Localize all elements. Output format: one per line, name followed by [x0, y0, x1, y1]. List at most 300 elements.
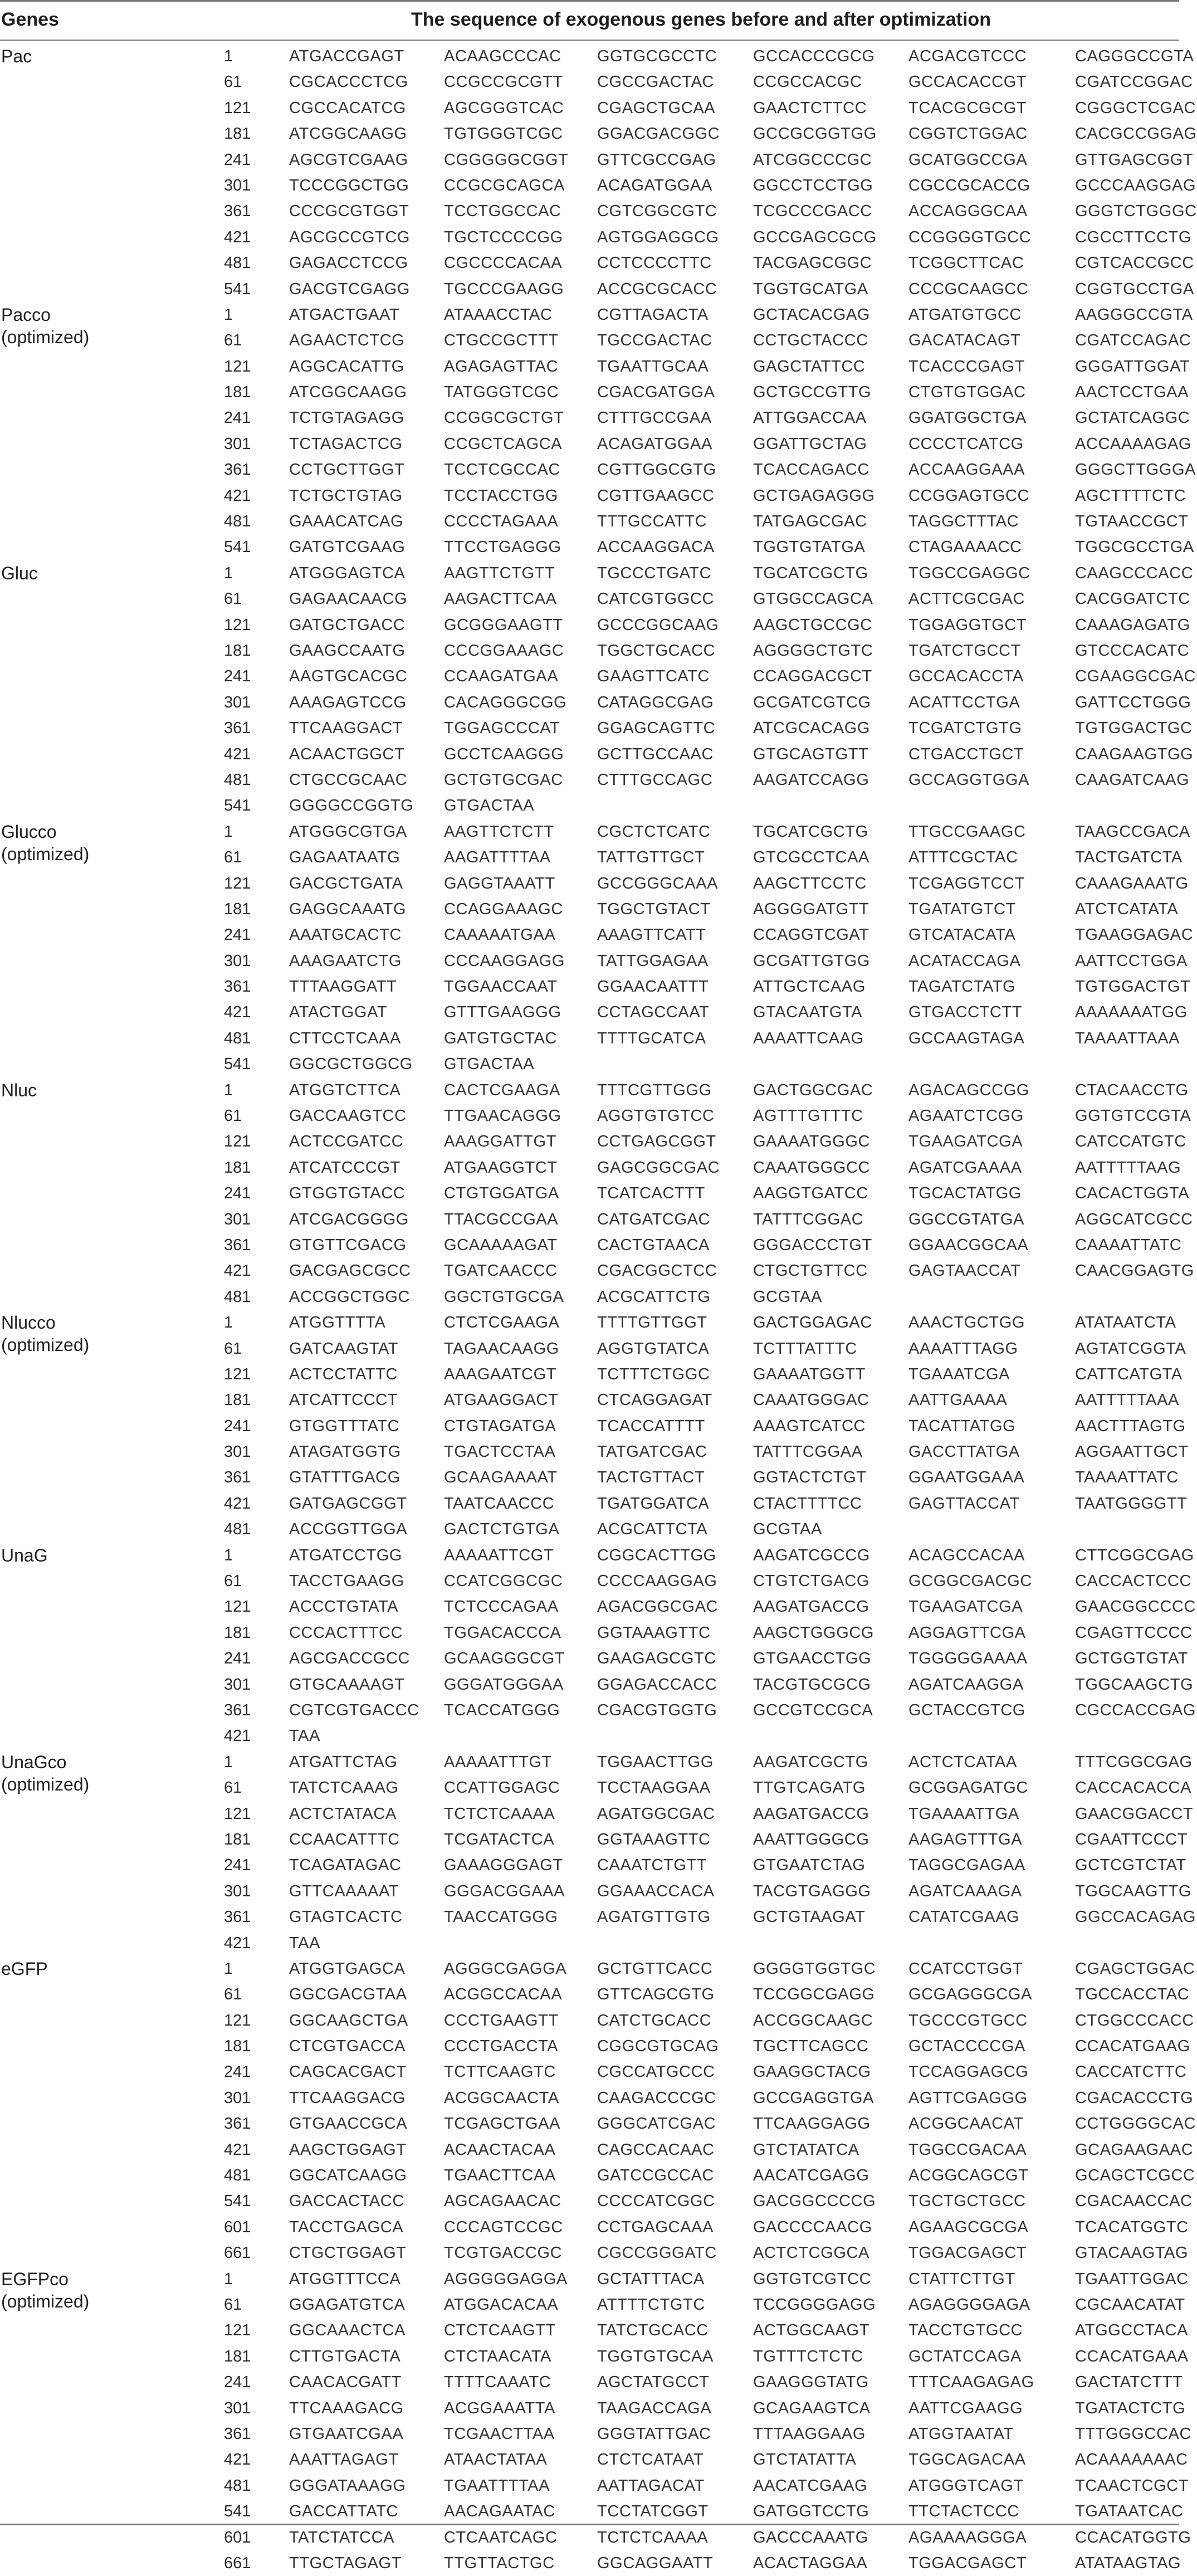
- gene-name: UnaGco: [1, 1752, 67, 1772]
- sequence-chunk: GCAGCTCGCC: [1075, 2167, 1195, 2185]
- sequence-chunk: GGTGTCGTCC: [753, 2270, 872, 2288]
- sequence-chunk: TTTCGTTGGG: [597, 1081, 712, 1099]
- sequence-chunk: TGGCAGACAA: [908, 2451, 1026, 2469]
- sequence-chunk: CCCCATCGGC: [597, 2192, 715, 2211]
- sequence-chunk: AGGAGTTCGA: [908, 1623, 1026, 1642]
- position-number: 1: [224, 564, 233, 582]
- sequence-chunk: AGGGGCTGTC: [753, 641, 873, 660]
- table-row: [0, 534, 1194, 560]
- sequence-chunk: AAGCTGGAGT: [289, 2140, 407, 2159]
- sequence-chunk: ACCGGTTGGA: [289, 1520, 408, 1539]
- sequence-chunk: ATGAAGGTCT: [444, 1158, 558, 1177]
- sequence-chunk: CCTGGGGCAC: [1075, 2115, 1196, 2133]
- sequence-chunk: CGCCGCACCG: [908, 176, 1030, 194]
- sequence-chunk: GCCGAGCGCG: [753, 228, 877, 246]
- sequence-chunk: CTTGTGACTA: [289, 2347, 401, 2365]
- sequence-chunk: CGGGGGCGGT: [444, 150, 569, 169]
- sequence-chunk: GGCCACAGAG: [1075, 1908, 1196, 1926]
- sequence-chunk: ATAGATGGTG: [289, 1443, 401, 1461]
- sequence-chunk: TCTGTAGAGG: [289, 409, 404, 427]
- sequence-chunk: GGGTATTGAC: [597, 2424, 711, 2443]
- sequence-chunk: ACTCCGATCC: [289, 1133, 404, 1151]
- sequence-chunk: GCTACACGAG: [753, 305, 871, 324]
- sequence-chunk: ACATACCAGA: [908, 952, 1021, 970]
- sequence-chunk: AGGAATTGCT: [1075, 1443, 1189, 1461]
- sequence-chunk: CGCCGGGATC: [597, 2244, 717, 2262]
- sequence-chunk: CCAACATTTC: [289, 1830, 400, 1848]
- sequence-chunk: CGACGATGGA: [597, 383, 715, 402]
- sequence-chunk: CCCAGTCCGC: [444, 2218, 563, 2236]
- sequence-chunk: TGATACTCTG: [1075, 2399, 1186, 2417]
- sequence-chunk: AATTTTTAAA: [1075, 1391, 1179, 1409]
- sequence-chunk: AAGATGACCG: [753, 1598, 869, 1616]
- sequence-chunk: GCCACACCGT: [908, 73, 1027, 91]
- column-header-genes: Genes: [1, 9, 59, 30]
- position-number: 301: [224, 176, 251, 194]
- sequence-chunk: CCGCGCAGCA: [444, 176, 565, 194]
- sequence-chunk: ATCATCCCGT: [289, 1158, 400, 1177]
- sequence-chunk: CACTCGAAGA: [444, 1081, 561, 1099]
- sequence-chunk: ATGATGTGCC: [908, 305, 1022, 324]
- sequence-chunk: TCGAGGTCCT: [908, 874, 1025, 892]
- sequence-chunk: GGTGCGCCTC: [597, 47, 717, 65]
- table-row: [0, 225, 1191, 250]
- gene-name-cell: [1, 560, 38, 584]
- sequence-chunk: GGAGACCACC: [597, 1675, 717, 1694]
- sequence-chunk: GCTACCCCGA: [908, 2037, 1026, 2056]
- sequence-chunk: AAGCTGGGCG: [753, 1623, 874, 1642]
- sequence-chunk: GCCACACCTA: [908, 667, 1024, 686]
- sequence-chunk: GAAGGCTACG: [753, 2063, 871, 2081]
- sequence-chunk: TACCTGAAGG: [289, 1572, 404, 1591]
- table-row: [0, 1723, 1179, 1749]
- sequence-chunk: CACCACACCA: [1075, 1779, 1192, 1797]
- table-row: [0, 1232, 1182, 1258]
- sequence-chunk: AAAAATTTGT: [444, 1753, 552, 1771]
- sequence-chunk: AGCGGGTCAC: [444, 99, 564, 117]
- sequence-chunk: ACTCTCATAA: [908, 1753, 1018, 1771]
- position-number: 241: [224, 667, 251, 686]
- sequence-chunk: GATGGTCCTG: [753, 2502, 869, 2521]
- sequence-chunk: ACGGCCACAA: [444, 1985, 563, 2004]
- position-number: 241: [224, 1184, 251, 1203]
- sequence-chunk: GTTTGAAGGG: [444, 1003, 561, 1022]
- sequence-chunk: ATTGCTCAAG: [753, 978, 866, 996]
- table-row: [0, 43, 1194, 69]
- sequence-chunk: GCCTCAAGGG: [444, 745, 564, 763]
- sequence-chunk: TCTTTCTGGC: [597, 1365, 710, 1383]
- sequence-chunk: GAGTTACCAT: [908, 1494, 1020, 1513]
- sequence-chunk: ATGACCGAGT: [289, 47, 404, 65]
- sequence-chunk: GTGAATCTAG: [753, 1856, 866, 1875]
- sequence-chunk: ACGGCAGCGT: [908, 2167, 1029, 2185]
- sequence-chunk: ACAGATGGAA: [597, 176, 712, 194]
- sequence-chunk: TGAATTGCAA: [597, 357, 709, 375]
- sequence-chunk: AAGCTTCCTC: [753, 874, 867, 892]
- sequence-chunk: AGGGGGAGGA: [444, 2270, 568, 2288]
- sequence-chunk: TCGGCTTCAC: [908, 254, 1024, 272]
- table-row: [0, 250, 1194, 276]
- position-number: 421: [224, 486, 251, 505]
- sequence-chunk: TAA: [289, 1934, 321, 1952]
- sequence-chunk: TTCAAGGACG: [289, 2089, 406, 2107]
- table-row: [0, 328, 1191, 353]
- sequence-chunk: CTGCCGCAAC: [289, 770, 408, 789]
- sequence-chunk: TCACCCGAGT: [908, 357, 1025, 375]
- sequence-chunk: GCGGCGACGC: [908, 1572, 1032, 1591]
- sequence-chunk: ACAGATGGAA: [597, 435, 712, 453]
- table-row: [0, 2214, 1189, 2240]
- sequence-chunk: TCAACTCGCT: [1075, 2476, 1189, 2495]
- table-row: [0, 2292, 1185, 2318]
- position-number: 241: [224, 1650, 251, 1668]
- table-row: [0, 2085, 1194, 2111]
- sequence-chunk: GCCGCGGTGG: [753, 125, 877, 143]
- sequence-chunk: CACCATCTTC: [1075, 2063, 1187, 2081]
- table-row: [0, 121, 1197, 147]
- sequence-chunk: TATTGTTGCT: [597, 848, 705, 867]
- sequence-chunk: GAAGTTCATC: [597, 667, 710, 686]
- sequence-chunk: TTTAAGGAAG: [753, 2424, 866, 2443]
- table-row: [0, 2499, 1184, 2524]
- table-row: [0, 871, 1189, 896]
- sequence-chunk: GCTATTTACA: [597, 2270, 705, 2288]
- position-number: 541: [224, 2192, 251, 2211]
- header-rule: [0, 40, 1179, 41]
- sequence-chunk: GAGTAACCAT: [908, 1262, 1021, 1280]
- sequence-chunk: TATTTCGGAC: [753, 1210, 864, 1228]
- sequence-chunk: CCTGCTACCC: [753, 331, 868, 350]
- sequence-chunk: GTGCAGTGTT: [753, 745, 869, 763]
- sequence-chunk: ACCAAGGAAA: [908, 461, 1025, 479]
- sequence-chunk: GGGTCTGGGC: [1075, 202, 1197, 221]
- sequence-chunk: GAGGTAAATT: [444, 874, 555, 892]
- sequence-chunk: CTGCCGCTTT: [444, 331, 559, 350]
- position-number: 361: [224, 1908, 251, 1926]
- sequence-chunk: TTTTGTTGGT: [597, 1314, 707, 1332]
- position-number: 121: [224, 2321, 251, 2340]
- sequence-chunk: ACAAAAAAAC: [1075, 2451, 1188, 2469]
- sequence-chunk: CGAAGGCGAC: [1075, 667, 1196, 686]
- sequence-chunk: TGAATTGGAC: [1075, 2270, 1189, 2288]
- sequence-chunk: CACGGATCTC: [1075, 590, 1190, 608]
- sequence-chunk: TGGAACCAAT: [444, 978, 558, 996]
- sequence-chunk: ACCAGGGCAA: [908, 202, 1028, 221]
- sequence-chunk: CCATCCTGGT: [908, 1959, 1023, 1978]
- sequence-chunk: GCTATCCAGA: [908, 2347, 1022, 2365]
- table-row: [0, 560, 1194, 586]
- table-row: [0, 1284, 1179, 1310]
- sequence-chunk: GACCACTACC: [289, 2192, 404, 2211]
- sequence-chunk: GTGGTGTACC: [289, 1184, 405, 1203]
- sequence-chunk: GACTGGCGAC: [753, 1081, 873, 1099]
- sequence-chunk: CAACACGATT: [289, 2373, 402, 2392]
- sequence-chunk: TACCTGAGCA: [289, 2218, 404, 2236]
- position-number: 541: [224, 280, 251, 298]
- sequence-chunk: TCTCTCAAAA: [597, 2528, 709, 2546]
- table-row: [0, 1801, 1194, 1827]
- sequence-chunk: CGCCACATCG: [289, 99, 407, 117]
- sequence-chunk: CTTCCTCAAA: [289, 1029, 401, 1047]
- sequence-chunk: AAAGTTCATT: [597, 926, 706, 944]
- sequence-chunk: CCCCTCATCG: [908, 435, 1024, 453]
- sequence-chunk: GTGAATCGAA: [289, 2424, 404, 2443]
- sequence-chunk: CAAGACCCGC: [597, 2089, 716, 2107]
- sequence-chunk: AAAAATTCGT: [444, 1546, 554, 1564]
- sequence-chunk: TGGTGCATGA: [753, 280, 868, 298]
- position-number: 121: [224, 357, 251, 375]
- sequence-chunk: TTGCTAGAGT: [289, 2554, 402, 2572]
- sequence-chunk: GTGAACCTGG: [753, 1650, 872, 1668]
- sequence-chunk: CCAGGTCGAT: [753, 926, 869, 944]
- position-number: 1: [224, 1753, 233, 1771]
- sequence-chunk: AGAATCTCGG: [908, 1107, 1024, 1125]
- sequence-chunk: AAGACTTCAA: [444, 590, 557, 608]
- position-number: 121: [224, 99, 251, 117]
- table-row: [0, 2421, 1191, 2447]
- sequence-chunk: ATCGACGGGG: [289, 1210, 409, 1228]
- sequence-chunk: GTTCGCCGAG: [597, 150, 716, 169]
- sequence-chunk: TGTGGACTGC: [1075, 719, 1193, 738]
- sequence-chunk: AGTTTGTTTC: [753, 1107, 863, 1125]
- table-row: [0, 2473, 1189, 2499]
- sequence-chunk: AGATGGCGAC: [597, 1804, 715, 1823]
- sequence-chunk: TACTGTTACT: [597, 1468, 705, 1487]
- sequence-chunk: CTGACCTGCT: [908, 745, 1024, 763]
- sequence-chunk: GGGATGGGAA: [444, 1675, 564, 1694]
- sequence-chunk: CGACACCCTG: [1075, 2089, 1194, 2107]
- position-number: 361: [224, 2115, 251, 2133]
- sequence-chunk: AAGAGTTTGA: [908, 1830, 1023, 1848]
- sequence-chunk: ACGCATTCTA: [597, 1520, 708, 1539]
- sequence-chunk: CGCCACCGAG: [1075, 1701, 1196, 1719]
- position-number: 301: [224, 1675, 251, 1694]
- sequence-chunk: CTCAATCAGC: [444, 2528, 558, 2546]
- sequence-chunk: GACGGCCCCG: [753, 2192, 876, 2211]
- sequence-chunk: TAAAATTAAA: [1075, 1029, 1180, 1047]
- table-row: [0, 2163, 1195, 2188]
- sequence-chunk: CTCAGGAGAT: [597, 1391, 712, 1409]
- sequence-chunk: CAAAGAAATG: [1075, 874, 1189, 892]
- table-row: [0, 1543, 1194, 1568]
- position-number: 301: [224, 1210, 251, 1228]
- sequence-chunk: AGCAGAACAC: [444, 2192, 561, 2211]
- sequence-chunk: GGCCTCCTGG: [753, 176, 873, 194]
- sequence-chunk: AAATGCACTC: [289, 926, 402, 944]
- sequence-chunk: AACATCGAGG: [753, 2167, 869, 2185]
- sequence-chunk: GGCAAACTCA: [289, 2321, 406, 2340]
- sequence-chunk: GACGAGCGCC: [289, 1262, 411, 1280]
- position-number: 181: [224, 900, 251, 918]
- sequence-chunk: ATGGGCGTGA: [289, 822, 407, 841]
- position-number: 601: [224, 2528, 251, 2546]
- sequence-chunk: AAGGGCCGTA: [1075, 305, 1193, 324]
- sequence-chunk: ACTTCGCGAC: [908, 590, 1025, 608]
- sequence-chunk: CGCTCTCATC: [597, 822, 711, 841]
- sequence-chunk: CTCTCAAGTT: [444, 2321, 556, 2340]
- sequence-chunk: TAAGACCAGA: [597, 2399, 712, 2417]
- sequence-chunk: TATCTATCCA: [289, 2528, 395, 2546]
- sequence-chunk: CGCCTTCCTG: [1075, 228, 1191, 246]
- sequence-chunk: AACATCGAAG: [753, 2476, 868, 2495]
- sequence-chunk: TTGTCAGATG: [753, 1779, 866, 1797]
- sequence-chunk: CAAAATTATC: [1075, 1236, 1182, 1254]
- sequence-chunk: AAAGAATCGT: [444, 1365, 557, 1383]
- table-row: [0, 845, 1183, 870]
- position-number: 241: [224, 150, 251, 169]
- sequence-chunk: AGGCACATTG: [289, 357, 404, 375]
- sequence-chunk: TAGAACAAGG: [444, 1339, 559, 1358]
- position-number: 241: [224, 926, 251, 944]
- sequence-chunk: CCTGCTTGGT: [289, 461, 405, 479]
- position-number: 1: [224, 47, 233, 65]
- sequence-chunk: CGGTCTGGAC: [908, 125, 1028, 143]
- table-row: [0, 741, 1194, 767]
- sequence-chunk: GCATGGCCGA: [908, 150, 1028, 169]
- sequence-chunk: GGCAGGAATT: [597, 2554, 714, 2572]
- sequence-chunk: CAAGAAGTGG: [1075, 745, 1194, 763]
- sequence-chunk: CGCACCCTCG: [289, 73, 408, 91]
- table-row: [0, 2059, 1187, 2085]
- sequence-chunk: CTGCTGTTCC: [753, 1262, 868, 1280]
- sequence-chunk: ACGGCAACTA: [444, 2089, 559, 2107]
- sequence-chunk: TATGAGCGAC: [753, 513, 867, 531]
- sequence-chunk: CTATTCTTGT: [908, 2270, 1015, 2288]
- sequence-chunk: ATGATCCTGG: [289, 1546, 403, 1564]
- sequence-chunk: GGGACCCTGT: [753, 1236, 872, 1254]
- sequence-chunk: TCCTCGCCAC: [444, 461, 560, 479]
- sequence-chunk: ACAAGCCCAC: [444, 47, 561, 65]
- sequence-chunk: GAAAGGGAGT: [444, 1856, 563, 1875]
- sequence-chunk: CCTGAGCGGT: [597, 1133, 716, 1151]
- position-number: 181: [224, 2347, 251, 2365]
- table-row: [0, 922, 1194, 948]
- sequence-chunk: GCGAGGGCGA: [908, 1985, 1032, 2004]
- sequence-chunk: GATGCTGACC: [289, 616, 405, 634]
- sequence-chunk: GCGGGAAGTT: [444, 616, 563, 634]
- sequence-chunk: CTTTGCCAGC: [597, 770, 713, 789]
- sequence-chunk: AGATCAAAGA: [908, 1882, 1022, 1900]
- sequence-chunk: CCGGAGTGCC: [908, 486, 1030, 505]
- sequence-chunk: TGCCCTGATC: [597, 564, 712, 582]
- sequence-chunk: ATCTCATATA: [1075, 900, 1179, 918]
- sequence-chunk: GTGTTCGACG: [289, 1236, 407, 1254]
- sequence-chunk: CCAGGACGCT: [753, 667, 872, 686]
- sequence-chunk: ATGATTCTAG: [289, 1753, 398, 1771]
- sequence-chunk: TGAAGATCGA: [908, 1133, 1023, 1151]
- sequence-chunk: CCCTGACCTA: [444, 2037, 559, 2056]
- table-row: [0, 1439, 1189, 1465]
- sequence-chunk: GTCGCCTCAA: [753, 848, 869, 867]
- sequence-chunk: TGGCCGAGGC: [908, 564, 1030, 582]
- sequence-chunk: CTCGTGACCA: [289, 2037, 405, 2056]
- position-number: 181: [224, 1158, 251, 1177]
- sequence-chunk: TGTTTCTCTC: [753, 2347, 863, 2365]
- position-number: 301: [224, 1882, 251, 1900]
- table-row: [0, 690, 1191, 715]
- sequence-chunk: AAACTGCTGG: [908, 1314, 1025, 1332]
- sequence-chunk: ACCGCGCACC: [597, 280, 717, 298]
- sequence-chunk: GCAAAAAGAT: [444, 1236, 558, 1254]
- sequence-chunk: ACCAAAAGAG: [1075, 435, 1192, 453]
- sequence-chunk: GAAAATGGGC: [753, 1133, 871, 1151]
- sequence-chunk: CGTTGGCGTG: [597, 461, 716, 479]
- sequence-chunk: GTTCAGCGTG: [597, 1985, 715, 2004]
- sequence-chunk: GCAGAAGTCA: [753, 2399, 871, 2417]
- sequence-chunk: CTCTCATAAT: [597, 2451, 704, 2469]
- table-row: [0, 1568, 1191, 1594]
- table-row: [0, 896, 1179, 922]
- position-number: 1: [224, 1959, 233, 1978]
- position-number: 481: [224, 1029, 251, 1047]
- sequence-chunk: GTATTTGACG: [289, 1468, 400, 1487]
- sequence-chunk: GCTACCGTCG: [908, 1701, 1026, 1719]
- sequence-chunk: AAAGTCATCC: [753, 1417, 866, 1435]
- sequence-chunk: TGTAACCGCT: [1075, 513, 1189, 531]
- sequence-chunk: ACAACTGGCT: [289, 745, 405, 763]
- sequence-chunk: GGCGCTGGCG: [289, 1055, 413, 1074]
- table-top-rule: [0, 0, 1179, 2]
- gene-optimized-note: (optimized): [1, 1335, 90, 1355]
- sequence-chunk: TTTCAAGAGAG: [908, 2373, 1034, 2392]
- sequence-chunk: GGGGCCGGTG: [289, 797, 414, 815]
- sequence-chunk: GGAGATGTCA: [289, 2295, 405, 2314]
- sequence-chunk: GAACGGACCT: [1075, 1804, 1194, 1823]
- table-row: [0, 793, 1179, 818]
- sequence-chunk: GATCCGCCAC: [597, 2167, 715, 2185]
- sequence-chunk: CAAAAATGAA: [444, 926, 556, 944]
- sequence-chunk: GAGACCTCCG: [289, 254, 408, 272]
- sequence-chunk: CCACATGAAG: [1075, 2037, 1190, 2056]
- table-row: [0, 638, 1190, 663]
- sequence-table-body: [0, 43, 1197, 2576]
- position-number: 481: [224, 2167, 251, 2185]
- position-number: 181: [224, 1391, 251, 1409]
- sequence-chunk: ATACTGGAT: [289, 1003, 388, 1022]
- table-row: [0, 999, 1188, 1025]
- sequence-chunk: AGAGAGTTAC: [444, 357, 559, 375]
- sequence-chunk: GCGTAA: [753, 1520, 822, 1539]
- sequence-chunk: TTACGCCGAA: [444, 1210, 559, 1228]
- sequence-chunk: CACAGGGCGG: [444, 693, 567, 711]
- table-row: [0, 2396, 1186, 2421]
- position-number: 421: [224, 1934, 251, 1952]
- sequence-chunk: AAGTGCACGC: [289, 667, 408, 686]
- sequence-chunk: GCCAGGTGGA: [908, 770, 1030, 789]
- sequence-chunk: GAAGCCAATG: [289, 641, 405, 660]
- sequence-chunk: CCATCGGCGC: [444, 1572, 563, 1591]
- position-number: 1: [224, 2270, 233, 2288]
- sequence-chunk: TCTCCCAGAA: [444, 1598, 559, 1616]
- table-row: [0, 276, 1194, 302]
- table-row: [0, 95, 1196, 121]
- sequence-chunk: ACCGGCTGGC: [289, 1287, 411, 1306]
- sequence-chunk: ATATAAGTAG: [1075, 2554, 1181, 2572]
- position-number: 421: [224, 2451, 251, 2469]
- position-number: 421: [224, 1262, 251, 1280]
- sequence-chunk: CCCGGAAAGC: [444, 641, 564, 660]
- table-row: [0, 2318, 1189, 2343]
- sequence-chunk: GTCTATATTA: [753, 2451, 857, 2469]
- sequence-chunk: ATCGGCAAGG: [289, 125, 407, 143]
- table-row: [0, 379, 1189, 405]
- sequence-chunk: TATGATCGAC: [597, 1443, 707, 1461]
- sequence-chunk: GCCCGGCAAG: [597, 616, 719, 634]
- sequence-chunk: TCCTACCTGG: [444, 486, 559, 505]
- table-row: [0, 147, 1194, 173]
- sequence-chunk: GTAGTCACTC: [289, 1908, 403, 1926]
- position-number: 241: [224, 2063, 251, 2081]
